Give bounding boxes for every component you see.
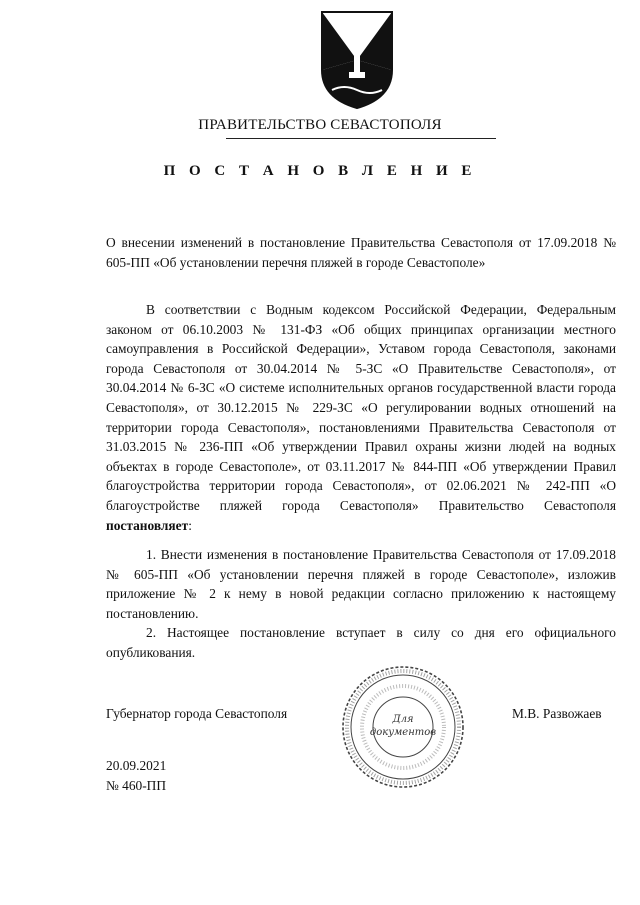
header-divider — [226, 138, 496, 139]
resolution-items — [106, 545, 616, 663]
svg-text:документов: документов — [369, 727, 437, 738]
preamble-body: В соответствии с Водным кодексом Российской Федерации, Федеральным законом от 06.10.2003 № 131-ФЗ «Об общих принципах организации местного самоуправления в Российской Федерации», Уставом города Севастополя, законами города Севастополя от 30.04.2014 № 5-ЗС «О Правительстве Севастополя», от 30.04.2014 № 6-ЗС «О системе исполнительных органов государственной власти города Севастополя», от 30.12.2015 № 229-ЗС «О регулировании водных отношений на территории города Севастополя», постановлениями Правительства Севастополя от 31.03.2015 № 236-ПП «Об утверждении Правил охраны жизни людей на водных объектах в городе Севастополе», от 03.11.2017 № 844-ПП «Об утверждении Правил благоустройства территории города Севастополя», от 02.06.2021 № 242-ПП «О благоустройстве пляжей города Севастополя» Правительство Севастополя — [106, 302, 616, 513]
signatory-name: М.В. Развожаев — [512, 706, 602, 721]
preamble-paragraph — [106, 300, 616, 535]
subject-text: О внесении изменений в постановление Правительства Севастополя от 17.09.2018 № 605-ПП «Об установлении перечня пляжей в городе Севастополе» — [106, 235, 616, 270]
document-number: № 460-ПП — [106, 778, 167, 793]
document-date: 20.09.2021 — [106, 758, 167, 773]
preamble-end: : — [188, 517, 192, 533]
signatory-position: Губернатор города Севастополя — [106, 706, 288, 721]
sevastopol-coat-of-arms-emblem — [318, 8, 396, 112]
official-seal-stamp — [338, 662, 468, 792]
seal-text: Для — [392, 714, 414, 725]
document-subject — [106, 233, 616, 272]
preamble-text — [106, 300, 616, 535]
resolution-item: 1. Внести изменения в постановление Правительства Севастополя от 17.09.2018 № 605-ПП «Об установлении перечня пляжей в городе Севастополе», изложив приложение № 2 к нему в новой редакции согласно приложению к настоящему постановлению. — [106, 547, 616, 621]
preamble-emphasis: постановляет — [106, 517, 189, 533]
resolution-item: 2. Настоящее постановление вступает в силу со дня его официального опубликования. — [106, 625, 616, 660]
organization-name: ПРАВИТЕЛЬСТВО СЕВАСТОПОЛЯ — [198, 117, 442, 133]
document-type-title: П О С Т А Н О В Л Е Н И Е — [163, 163, 477, 179]
